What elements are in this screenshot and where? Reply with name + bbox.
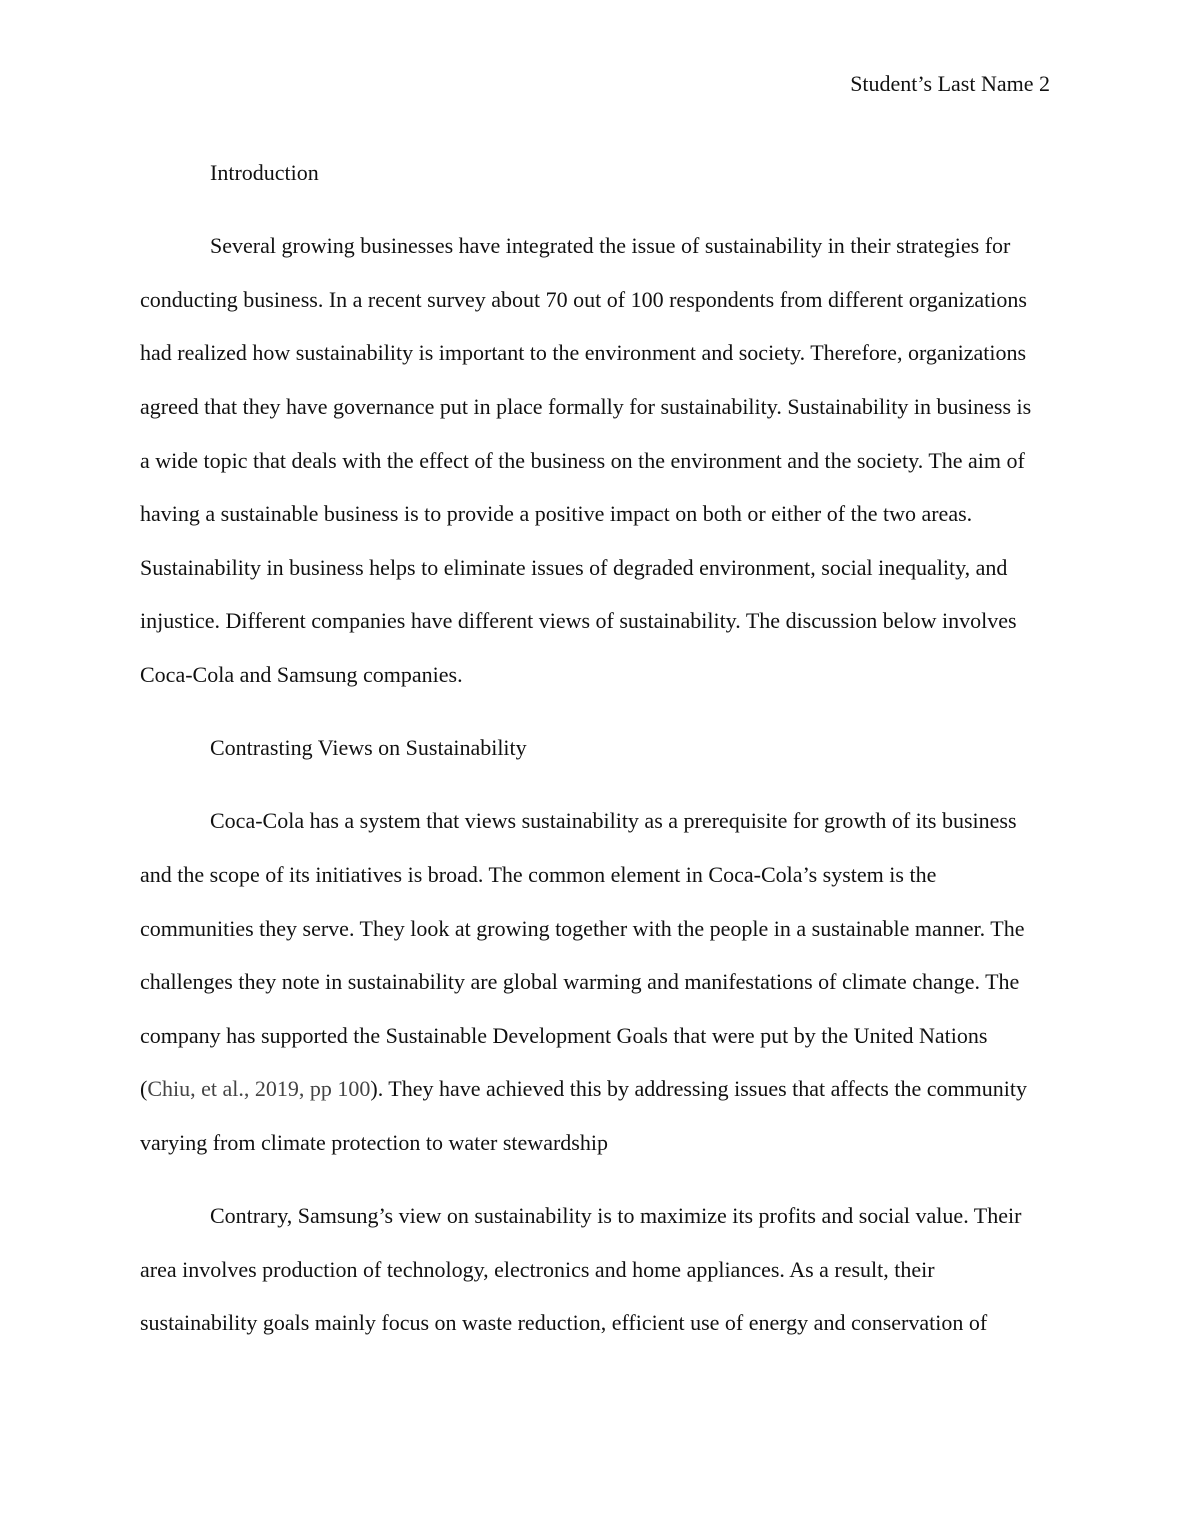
- running-head: Student’s Last Name 2: [850, 71, 1050, 96]
- coca-cola-text-after-citation: ). They have achieved this by addressing issues that affects the community varying from climate protection to water stewardship: [140, 1076, 1027, 1155]
- introduction-paragraph: Several growing businesses have integrated the issue of sustainability in their strategies for conducting business. In a recent survey about 70 out of 100 respondents from different organizations had realized how sustainability is important to the environment and society. Therefore, organizations agreed that they have governance put in place formally for sustainability. Sustainability in business is a wide topic that deals with the effect of the business on the environment and the society. The aim of having a sustainable business is to provide a positive impact on both or either of the two areas. Sustainability in business helps to eliminate issues of degraded environment, social inequality, and injustice. Different companies have different views of sustainability. The discussion below involves Coca-Cola and Samsung companies.: [140, 233, 1032, 687]
- document-body: [140, 146, 1045, 1369]
- samsung-paragraph: Contrary, Samsung’s view on sustainability is to maximize its profits and social value. Their area involves production of technology, electronics and home appliances. As a result, their sustainability goals mainly focus on waste reduction, efficient use of energy and conservation of: [140, 1203, 1022, 1336]
- introduction-heading: Introduction: [210, 160, 319, 185]
- contrasting-views-heading: Contrasting Views on Sustainability: [210, 735, 527, 761]
- coca-cola-text-before-citation: Coca-Cola has a system that views sustainability as a prerequisite for growth of its business and the scope of its initiatives is broad. The common element in Coca-Cola’s system is the communities they serve. They look at growing together with the people in a sustainable manner. The challenges they note in sustainability are global warming and manifestations of climate change. The company has supported the Sustainable Development Goals that were put by the United Nations (: [140, 808, 1025, 1102]
- coca-cola-paragraph: [140, 794, 1045, 1169]
- citation: Chiu, et al., 2019, pp 100: [147, 1076, 371, 1102]
